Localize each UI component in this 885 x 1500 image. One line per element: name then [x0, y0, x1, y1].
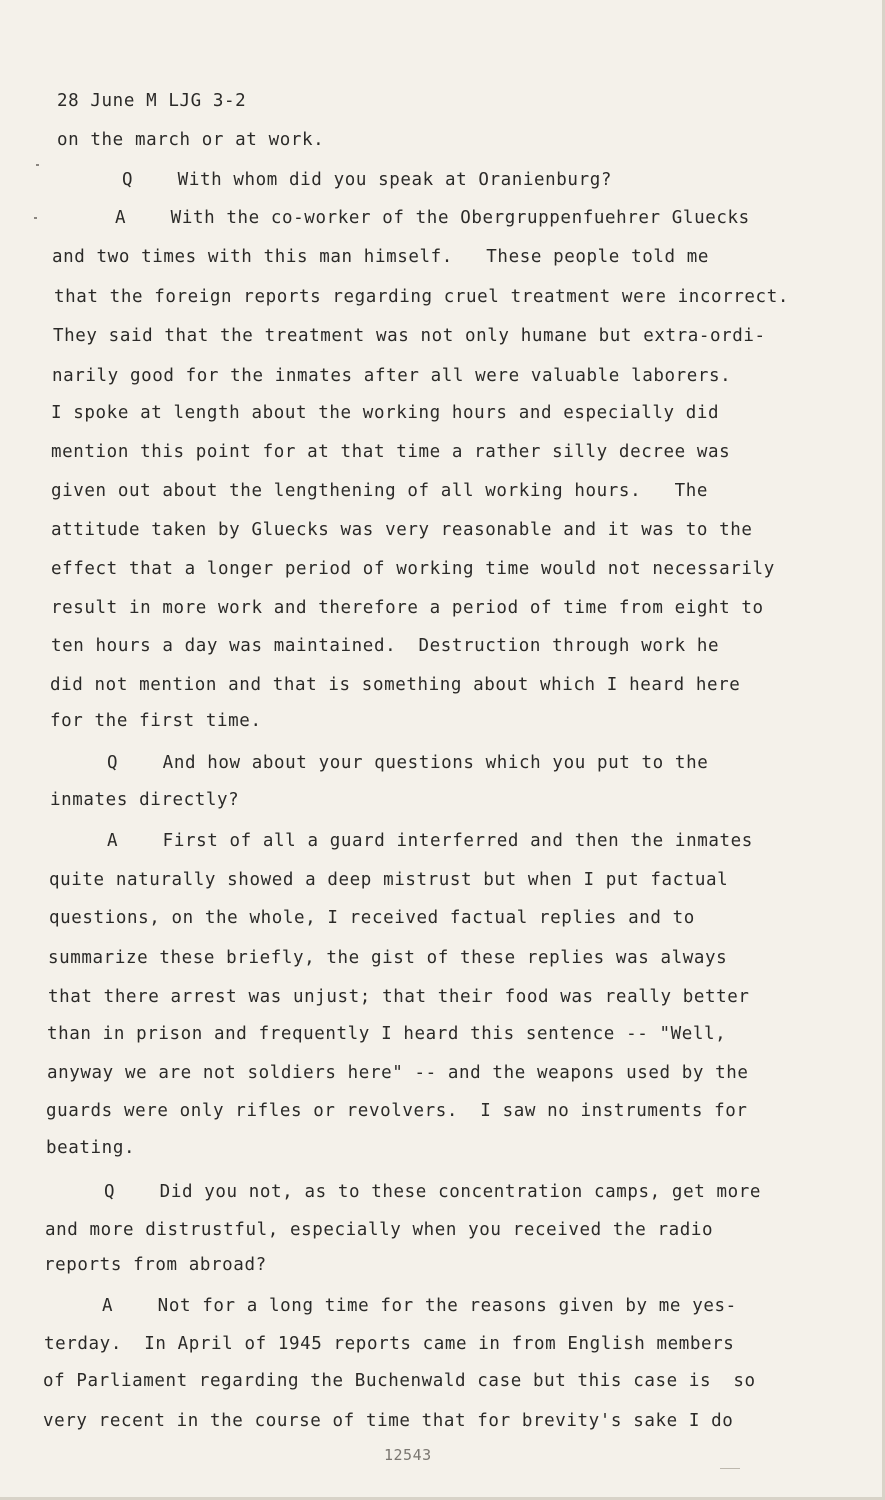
text-line-26: guards were only rifles or revolvers. I saw no instruments for [46, 1101, 748, 1121]
margin-mark [36, 164, 39, 166]
text-line-10: given out about the lengthening of all working hours. The [51, 481, 709, 501]
margin-mark [720, 1468, 740, 1469]
text-line-11: attitude taken by Gluecks was very reasonable and it was to the [51, 520, 753, 540]
margin-mark [34, 217, 37, 219]
text-line-12: effect that a longer period of working time would not necessarily [51, 559, 775, 579]
text-line-27: beating. [46, 1138, 136, 1158]
text-line-23: that there arrest was unjust; that their food was really better [48, 987, 750, 1007]
text-line-20: quite naturally showed a deep mistrust but when I put factual [49, 870, 729, 890]
text-line-2: Q With whom did you speak at Oranienburg? [122, 170, 612, 190]
text-line-31: A Not for a long time for the reasons given by me yes- [102, 1296, 737, 1316]
text-line-19: A First of all a guard interferred and then the inmates [107, 831, 753, 851]
text-line-17: Q And how about your questions which you put to the [107, 753, 709, 773]
text-line-33: of Parliament regarding the Buchenwald case but this case is so [43, 1371, 756, 1391]
text-line-34: very recent in the course of time that for brevity's sake I do [43, 1411, 734, 1431]
text-line-14: ten hours a day was maintained. Destruction through work he [51, 636, 720, 656]
text-line-5: that the foreign reports regarding cruel treatment were incorrect. [54, 287, 789, 307]
page-number: 12543 [384, 1446, 432, 1464]
text-line-15: did not mention and that is something about which I heard here [50, 675, 741, 695]
text-line-30: reports from abroad? [44, 1255, 267, 1275]
text-line-32: terday. In April of 1945 reports came in from English members [44, 1334, 735, 1354]
text-line-6: They said that the treatment was not only humane but extra-ordi- [53, 326, 766, 346]
text-line-4: and two times with this man himself. These people told me [52, 247, 710, 267]
text-line-9: mention this point for at that time a rather silly decree was [51, 442, 731, 462]
text-line-16: for the first time. [50, 711, 262, 731]
text-line-24: than in prison and frequently I heard this sentence -- "Well, [47, 1024, 727, 1044]
text-line-18: inmates directly? [50, 790, 240, 810]
text-line-28: Q Did you not, as to these concentration camps, get more [104, 1182, 762, 1202]
text-line-29: and more distrustful, especially when you received the radio [45, 1220, 714, 1240]
text-line-21: questions, on the whole, I received factual replies and to [49, 908, 695, 928]
text-line-13: result in more work and therefore a period of time from eight to [51, 598, 764, 618]
text-line-25: anyway we are not soldiers here" -- and the weapons used by the [47, 1063, 749, 1083]
text-line-7: narily good for the inmates after all were valuable laborers. [52, 366, 732, 386]
document-header: 28 June M LJG 3-2 [57, 91, 247, 111]
text-line-8: I spoke at length about the working hours and especially did [51, 403, 720, 423]
text-line-3: A With the co-worker of the Obergruppenfuehrer Gluecks [115, 208, 750, 228]
text-line-22: summarize these briefly, the gist of these replies was always [48, 948, 728, 968]
text-line-1: on the march or at work. [57, 130, 325, 150]
